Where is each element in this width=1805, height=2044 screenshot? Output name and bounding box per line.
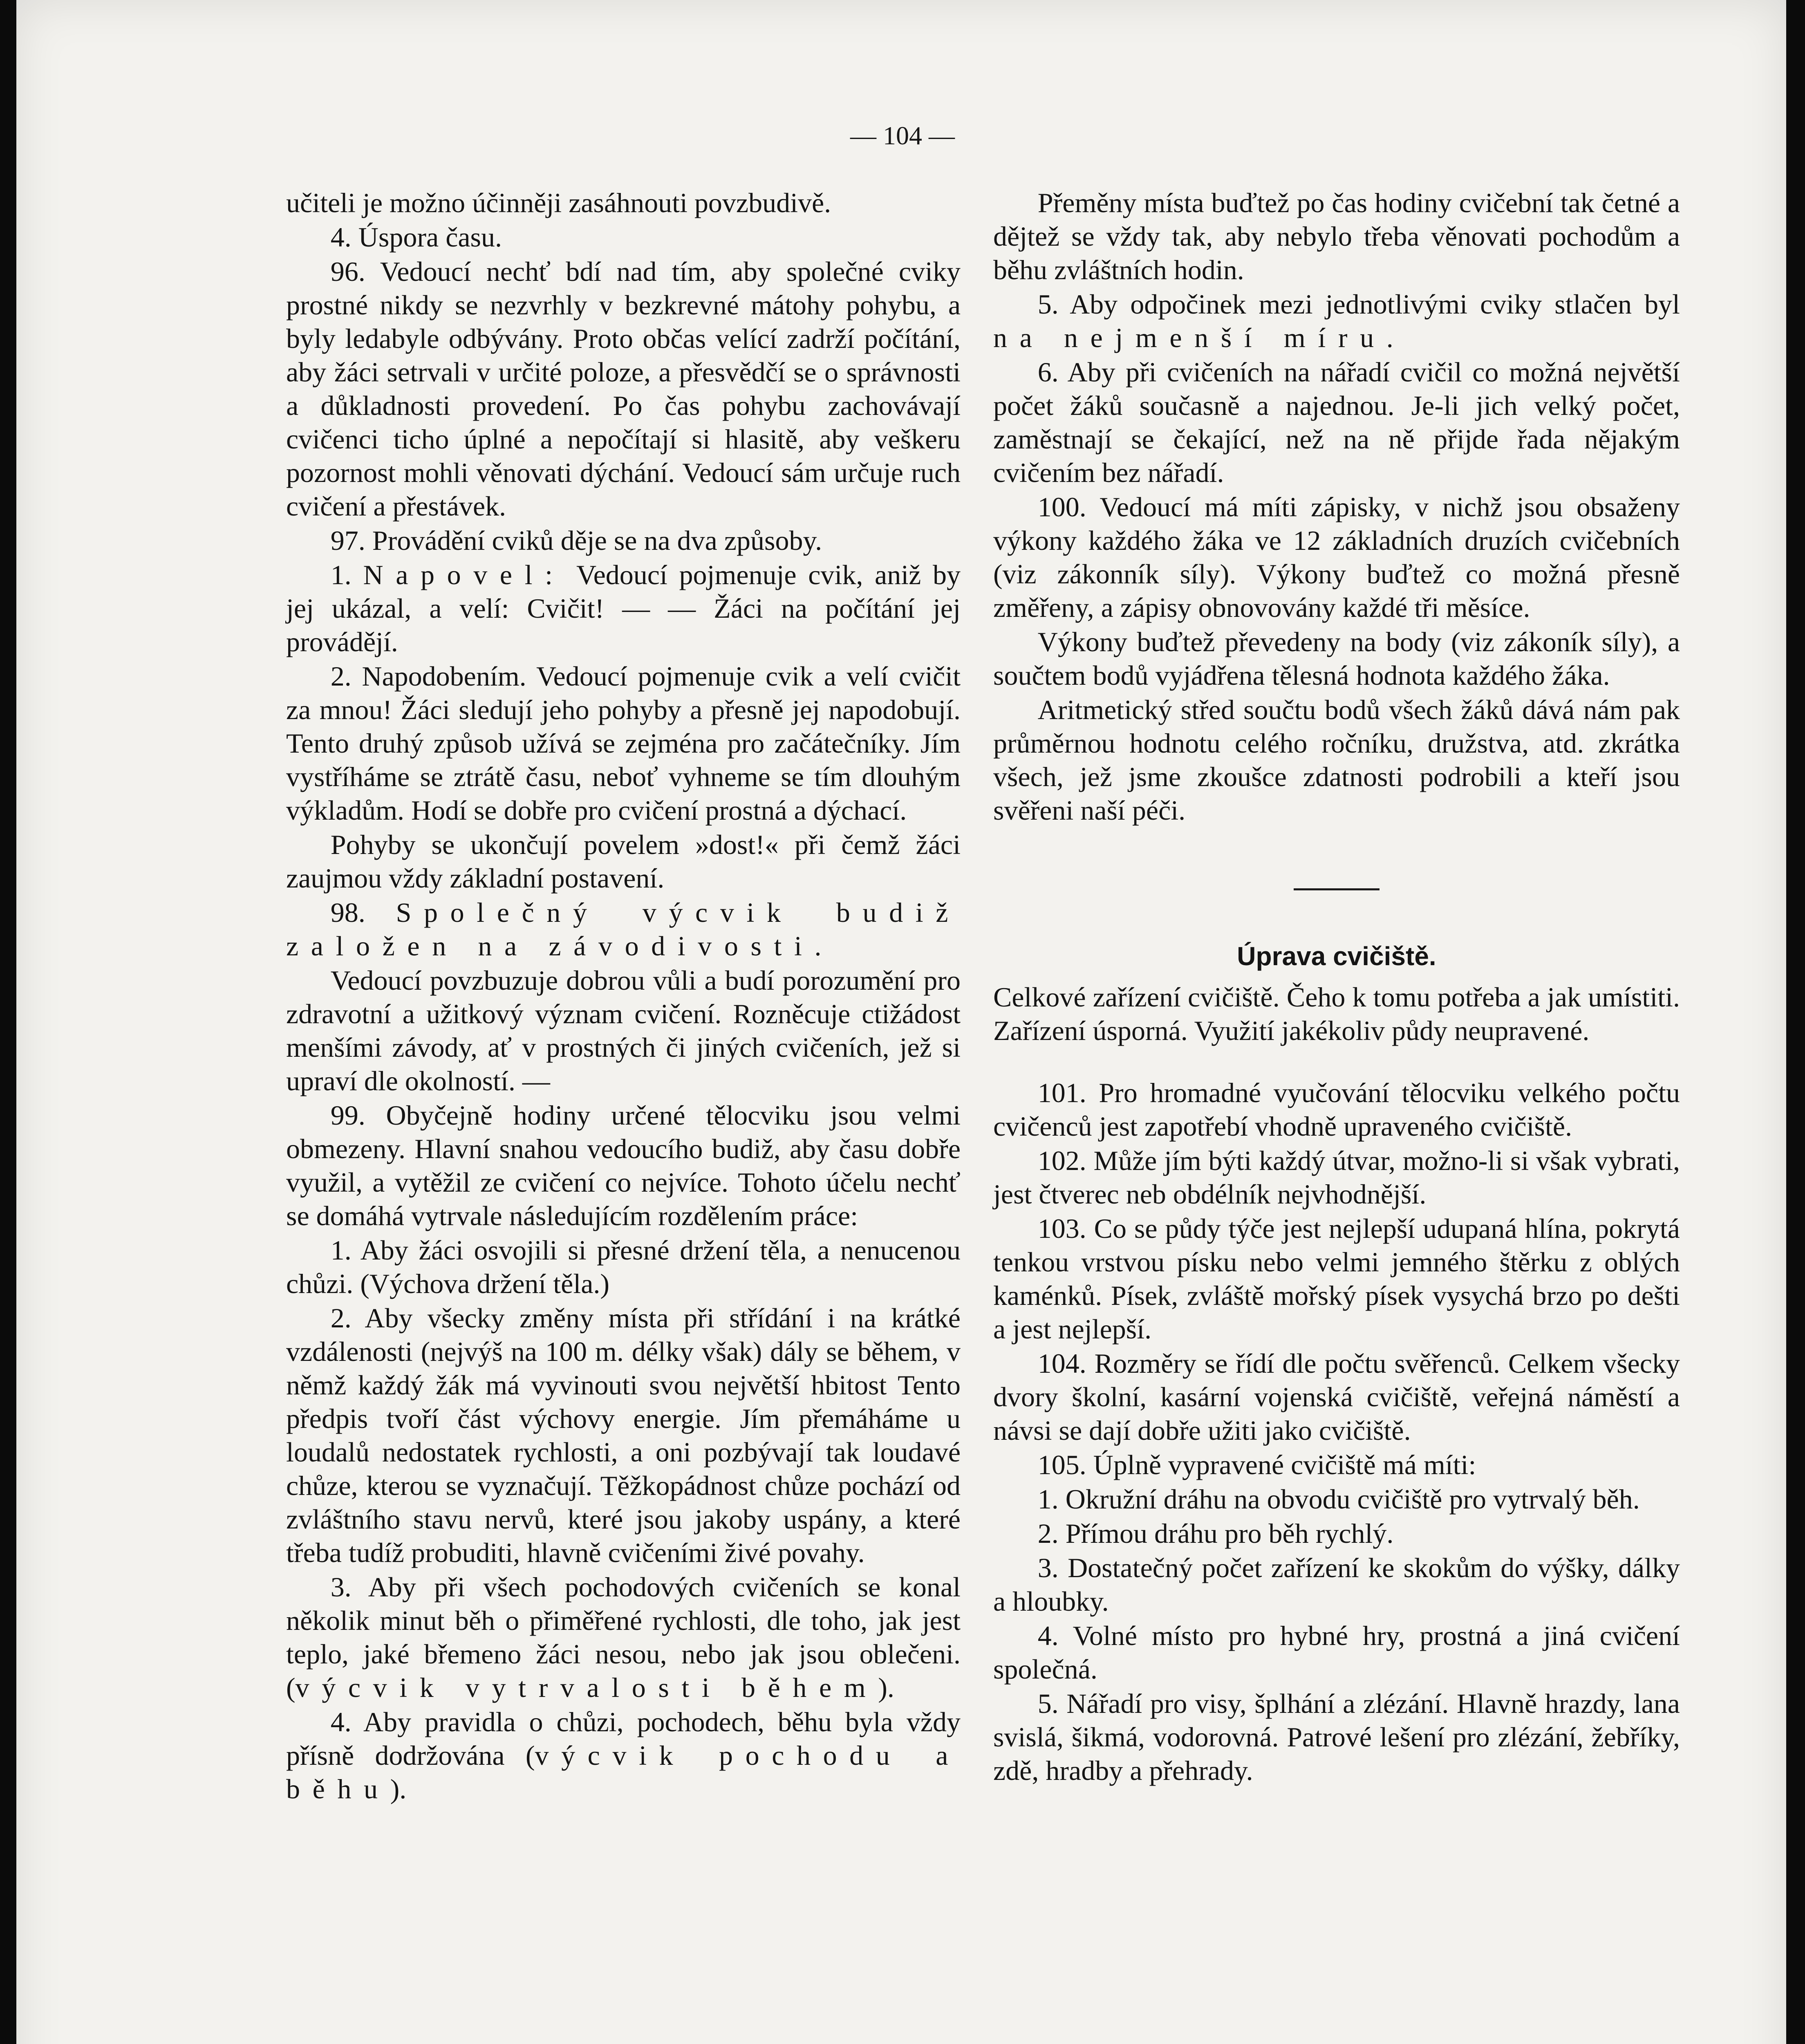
spaced-text: na nejmenší míru. (993, 322, 1406, 353)
section-subheading: Celkové zařízení cvičiště. Čeho k tomu potřeba a jak umístiti. Zařízení úsporná. Využití jakékoliv půdy neupravené. (993, 982, 1680, 1046)
paragraph: 2. Aby všecky změny místa při střídání i na krátké vzdálenosti (nejvýš na 100 m. délky však) dály se během, v němž každý žák má vyvinouti svou největší hbitost Tento předpis tvoří část výchovy energie. Jím přemáháme u loudalů nedostatek rychlosti, a oni pozbývají tak loudavé chůze, kterou se vyznačují. Těžkopádnost chůze pochází od zvláštního stavu nervů, které jsou jakoby uspány, a které třeba tudíž probuditi, hlavně cvičeními živé povahy. (286, 1302, 961, 1568)
paragraph: 105. Úplně vypravené cvičiště má míti: (1037, 1449, 1476, 1480)
section-divider (1294, 888, 1380, 890)
spaced-text: Napovel: (363, 559, 565, 590)
paragraph: Pohyby se ukončují povelem »dost!« při čemž žáci zaujmou vždy základní postavení. (286, 829, 961, 894)
text-run: 4. Aby pravidla o chůzi, pochodech, běhu byla vždy přísně dodržována ( (286, 1706, 961, 1771)
paragraph: 2. Přímou dráhu pro běh rychlý. (1037, 1518, 1394, 1549)
paragraph: Výkony buďtež převedeny na body (viz zákoník síly), a součtem bodů vyjádřena tělesná hodnota každého žáka. (993, 626, 1680, 691)
paragraph: 104. Rozměry se řídí dle počtu svěřenců. Celkem všecky dvory školní, kasární vojenská cvičiště, veřejná náměstí a návsi se dají dobře užiti jako cvičiště. (993, 1348, 1680, 1446)
text-run: 3. Aby při všech pochodových cvičeních se konal několik minut běh o přiměřené rychlosti, dle toho, jak jest teplo, jaké břemeno žáci nesou, nebo jak jsou oblečeni. ( (286, 1571, 961, 1703)
right-column (993, 186, 1680, 1788)
paragraph: 101. Pro hromadné vyučování tělocviku velkého počtu cvičenců jest zapotřebí vhodně upraveného cvičiště. (993, 1077, 1680, 1142)
text-run: ). (878, 1672, 894, 1703)
paragraph (993, 287, 1680, 354)
paragraph: 100. Vedoucí má míti zápisky, v nichž jsou obsaženy výkony každého žáka ve 12 základních druzích cvičebních (viz zákonník síly). Výkony buďtež co možná přesně změřeny, a zápisy obnovovány každé tři měsíce. (993, 491, 1680, 623)
paragraph: 3. Dostatečný počet zařízení ke skokům do výšky, dálky a hloubky. (993, 1552, 1680, 1617)
paragraph: 4. Úspora času. (330, 222, 502, 253)
left-column (286, 186, 961, 1806)
paragraph: 5. Nářadí pro visy, šplhání a zlézání. Hlavně hrazdy, lana svislá, šikmá, vodorovná. Patrové lešení pro zlézání, žebříky, zdě, hradby a přehrady. (993, 1688, 1680, 1786)
paragraph: 1. Okružní dráhu na obvodu cvičiště pro vytrvalý běh. (1037, 1484, 1640, 1515)
paragraph (286, 558, 961, 659)
text-run: ). (390, 1773, 407, 1804)
paragraph: 1. Aby žáci osvojili si přesné držení těla, a nenucenou chůzi. (Výchova držení těla.) (286, 1235, 961, 1299)
paragraph: Přeměny místa buďtež po čas hodiny cvičební tak četné a dějtež se vždy tak, aby nebylo třeba věnovati pochodům a běhu zvláštních hodin. (993, 187, 1680, 285)
paragraph: 97. Provádění cviků děje se na dva způsoby. (330, 525, 822, 556)
text-run: 1. (330, 559, 363, 590)
section-heading: Úprava cvičiště. (1237, 941, 1436, 971)
paragraph (286, 1705, 961, 1806)
paragraph: 102. Může jím býti každý útvar, možno-li si však vybrati, jest čtverec neb obdélník nejvhodnější. (993, 1145, 1680, 1210)
spaced-text: Společný výcvik budiž založen na závodivosti. (286, 897, 961, 961)
paragraph: 4. Volné místo pro hybné hry, prostná a jiná cvičení společná. (993, 1620, 1680, 1685)
spaced-text: výcvik vytrvalosti během (295, 1672, 878, 1703)
paragraph: 96. Vedoucí nechť bdí nad tím, aby společné cviky prostné nikdy se nezvrhly v bezkrevné mátohy pohybu, a byly ledabyle odbývány. Proto občas velící zadrží počítání, aby žáci setrvali v určité poloze, a přesvědčí se o správnosti a důkladnosti provedení. Po čas pohybu zachovávají cvičenci ticho úplné a nepočítají si hlasitě, aby veškeru pozornost mohli věnovati dýchání. Vedoucí sám určuje ruch cvičení a přestávek. (286, 256, 961, 522)
paragraph: Vedoucí povzbuzuje dobrou vůli a budí porozumění pro zdravotní a užitkový význam cvičení. Rozněcuje ctižádost menšími závody, ať v prostných či jiných cvičeních, jež si upraví dle okolností. — (286, 965, 961, 1096)
spaced-text: výcvik pochodu a běhu (286, 1740, 961, 1804)
paragraph (286, 896, 961, 963)
paragraph: Aritmetický střed součtu bodů všech žáků dává nám pak průměrnou hodnotu celého ročníku, družstva, atd. zkrátka všech, jež jsme zkoušce zdatnosti podrobili a kteří jsou svěřeni naší péči. (993, 694, 1680, 826)
paragraph (286, 1570, 961, 1704)
paragraph: 2. Napodobením. Vedoucí pojmenuje cvik a velí cvičit za mnou! Žáci sledují jeho pohyby a přesně jej napodobují. Tento druhý způsob užívá se zejména pro začátečníky. Jím vystříháme se ztrátě času, neboť vyhneme se tím dlouhým výkladům. Hodí se dobře pro cvičení prostná a dýchací. (286, 661, 961, 826)
paragraph: 6. Aby při cvičeních na nářadí cvičil co možná největší počet žáků současně a najednou. Je-li jich velký počet, zaměstnají se čekající, než na ně přijde řada nějakým cvičením bez nářadí. (993, 356, 1680, 488)
page-number: — 104 — (850, 121, 955, 150)
text-run: 5. Aby odpočinek mezi jednotlivými cviky stlačen byl (1037, 289, 1680, 320)
text-run: Vedoucí pojmenuje cvik, aniž by jej ukázal, a velí: Cvičit! — — Žáci na počítání jej provádějí. (286, 559, 961, 657)
text-run: 98. (330, 897, 396, 928)
paragraph: učiteli je možno účinněji zasáhnouti povzbudivě. (286, 187, 831, 218)
paragraph: 103. Co se půdy týče jest nejlepší udupaná hlína, pokrytá tenkou vrstvou písku nebo velmi jemného štěrku z oblých kaménků. Písek, zvláště mořský písek vysychá brzo po dešti a jest nejlepší. (993, 1213, 1680, 1345)
paragraph: 99. Obyčejně hodiny určené tělocviku jsou velmi obmezeny. Hlavní snahou vedoucího budiž, aby času dobře využil, a vytěžil ze cvičení co nejvíce. Tohoto účelu nechť se domáhá vytrvale následujícím rozdělením práce: (286, 1100, 961, 1231)
